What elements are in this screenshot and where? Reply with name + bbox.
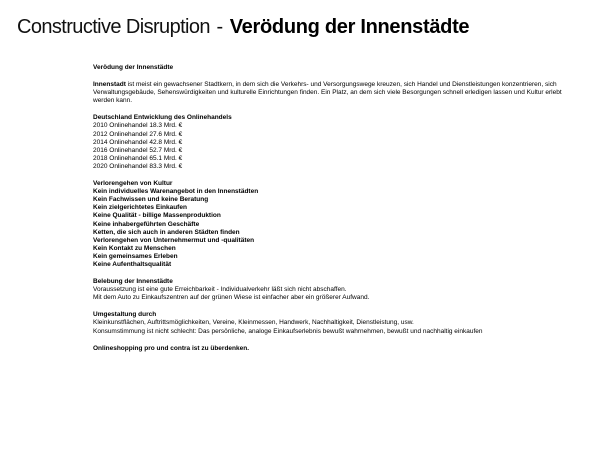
online-row: 2012 Onlinehandel 27.6 Mrd. € — [93, 130, 183, 138]
loss-item: Keine Aufenthaltsqualität — [93, 260, 172, 268]
online-row: 2016 Onlinehandel 52.7 Mrd. € — [93, 146, 183, 154]
revival-heading: Belebung der Innenstädte — [93, 278, 173, 286]
redesign-line: Konsumstimmung ist nicht schlecht: Das persönliche, analoge Einkaufserlebnis bewußt wahrnehmen, bewußt und nachhaltig einkaufen — [93, 327, 483, 335]
loss-item: Keine Qualität - billige Massenproduktion — [93, 212, 221, 220]
online-row: 2018 Onlinehandel 65.1 Mrd. € — [93, 154, 183, 162]
header-separator: - — [216, 16, 224, 38]
header-topic-title: Verödung der Innenstädte — [229, 16, 470, 38]
redesign-heading: Umgestaltung durch — [93, 311, 157, 319]
loss-item: Kein individuelles Warenangebot in den Innenstädten — [93, 188, 259, 196]
online-heading: Deutschland Entwicklung des Onlinehandels — [93, 114, 232, 122]
loss-item: Kein zielgerichtetes Einkaufen — [93, 204, 187, 212]
loss-item: Kein gemeinsames Erleben — [93, 252, 178, 260]
loss-item: Keine inhabergeführten Geschäfte — [93, 220, 200, 228]
loss-item: Verlorengehen von Unternehmermut und -qualitäten — [93, 236, 255, 244]
document-body — [93, 64, 573, 353]
loss-item: Kein Kontakt zu Menschen — [93, 244, 176, 252]
header-series-title: Constructive Disruption — [17, 16, 210, 38]
online-row: 2010 Onlinehandel 18.3 Mrd. € — [93, 122, 183, 130]
intro-paragraph — [93, 81, 573, 105]
intro-term: Innenstadt — [93, 81, 126, 89]
intro-text: ist meist ein gewachsener Stadtkern, in dem sich die Verkehrs- und Versorgungswege kreuzen, sich Handel und Dienstleistungen konzentrieren, sich Verwaltungsgebäude, Sehenswürdigkeiten und kulturelle Einrichtungen finden. Ein Platz, an dem sich viele Besorgungen schnell erledigen lassen und Kultur erlebt werden kann. — [93, 81, 562, 105]
page-header — [17, 14, 469, 40]
online-row: 2014 Onlinehandel 42.8 Mrd. € — [93, 138, 183, 146]
revival-line: Voraussetzung ist eine gute Erreichbarkeit - Individualverkehr läßt sich nicht abschaffen. — [93, 286, 347, 294]
loss-item: Ketten, die sich auch in anderen Städten finden — [93, 228, 240, 236]
online-row: 2020 Onlinehandel 83.3 Mrd. € — [93, 162, 183, 170]
redesign-line: Kleinkunstflächen, Auftrittsmöglichkeiten, Vereine, Kleinmessen, Handwerk, Nachhaltigkeit, Dienstleistung, usw. — [93, 319, 414, 327]
loss-item: Kein Fachwissen und keine Beratung — [93, 196, 209, 204]
closing-statement: Onlineshopping pro und contra ist zu überdenken. — [93, 344, 250, 352]
document-title: Verödung der Innenstädte — [93, 64, 174, 71]
loss-item: Verlorengehen von Kultur — [93, 180, 173, 188]
revival-line: Mit dem Auto zu Einkaufszentren auf der grünen Wiese ist einfacher aber ein größerer Aufwand. — [93, 294, 370, 302]
